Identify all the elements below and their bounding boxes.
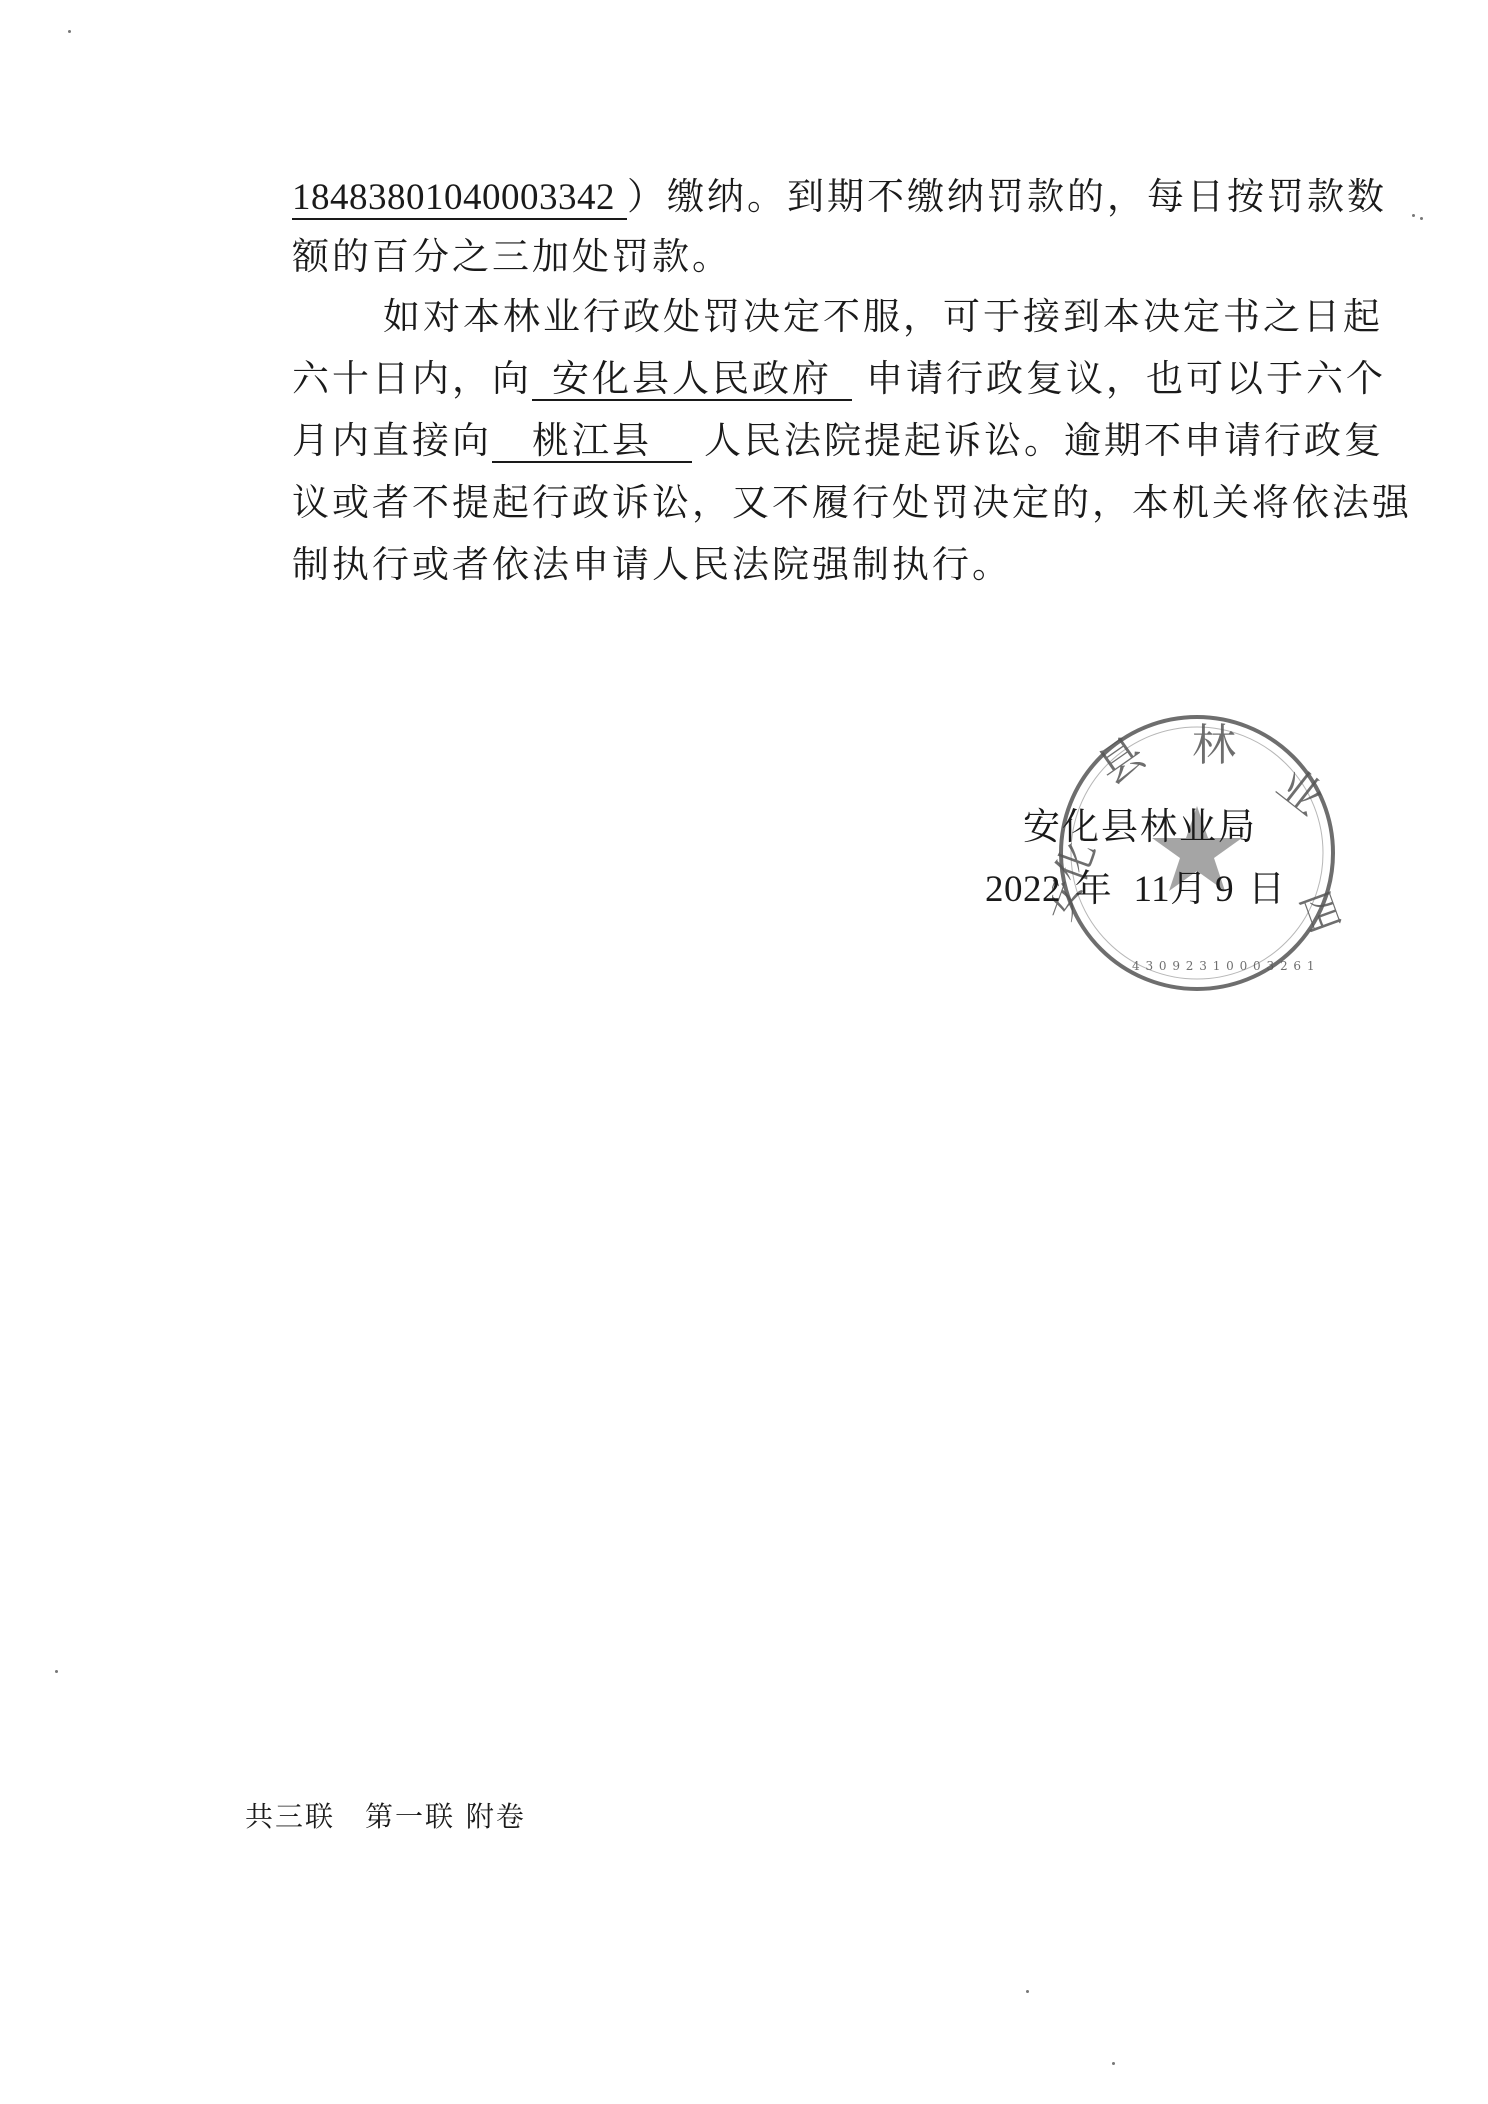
seal-graphic: [1052, 708, 1342, 998]
review-authority: 安化县人民政府: [532, 360, 852, 401]
line-6-text: 议或者不提起行政诉讼，又不履行处罚决定的，本机关将依法强: [292, 481, 1412, 524]
line-3-text: 如对本林业行政处罚决定不服，可于接到本决定书之日起: [383, 295, 1383, 338]
svg-text:业: 业: [1267, 758, 1334, 826]
line-5-prefix: 月内直接向: [292, 419, 492, 462]
paragraph-line-7: [292, 543, 1012, 586]
date-day: 9: [1215, 869, 1235, 910]
paragraph-line-2: [292, 235, 732, 278]
line-4-prefix: 六十日内，向: [292, 357, 532, 400]
svg-text:四: 四: [1290, 885, 1342, 940]
signature-agency: 安化县林业局: [1023, 805, 1257, 848]
scan-speck: [1112, 2062, 1115, 2065]
paragraph-line-3: [383, 295, 1383, 338]
date-year: 2022: [985, 869, 1061, 910]
date-month-label: 月: [1170, 867, 1210, 910]
copy-note-footer: 共三联 第一联 附卷: [245, 1800, 526, 1833]
date-month: 11: [1133, 869, 1171, 910]
scan-speck: [55, 1670, 58, 1673]
line-5-suffix: 人民法院提起诉讼。逾期不申请行政复: [704, 419, 1384, 462]
court-county: 桃江县: [492, 422, 692, 463]
paragraph-line-1: [292, 175, 1387, 220]
paragraph-line-5: [292, 419, 1384, 463]
svg-text:安化: 安化: [1052, 835, 1105, 927]
scan-speck: [1026, 1990, 1029, 1993]
official-seal: [1052, 708, 1342, 1002]
svg-text:林: 林: [1192, 720, 1236, 771]
svg-text:县: 县: [1089, 727, 1155, 796]
scan-speck: [1412, 214, 1415, 217]
line-7-text: 制执行或者依法申请人民法院强制执行。: [292, 543, 1012, 586]
line-4-suffix: 申请行政复议，也可以于六个: [866, 357, 1386, 400]
svg-text:4 3 0 9 2 3 1 0 0 0 3 2 6 1: 4 3 0 9 2 3 1 0 0 0 3 2 6 1: [1132, 959, 1316, 973]
date-year-label: 年: [1074, 867, 1114, 910]
scan-speck: [68, 30, 71, 33]
account-number: 18483801040003342: [292, 179, 627, 220]
paragraph-line-6: [292, 481, 1412, 524]
line-1-rest: ）缴纳。到期不缴纳罚款的，每日按罚款数: [627, 175, 1387, 218]
paragraph-line-4: [292, 357, 1386, 401]
line-2-text: 额的百分之三加处罚款。: [292, 235, 732, 278]
signature-date: [985, 867, 1287, 910]
scan-speck: [1420, 217, 1423, 220]
date-day-label: 日: [1247, 867, 1287, 910]
